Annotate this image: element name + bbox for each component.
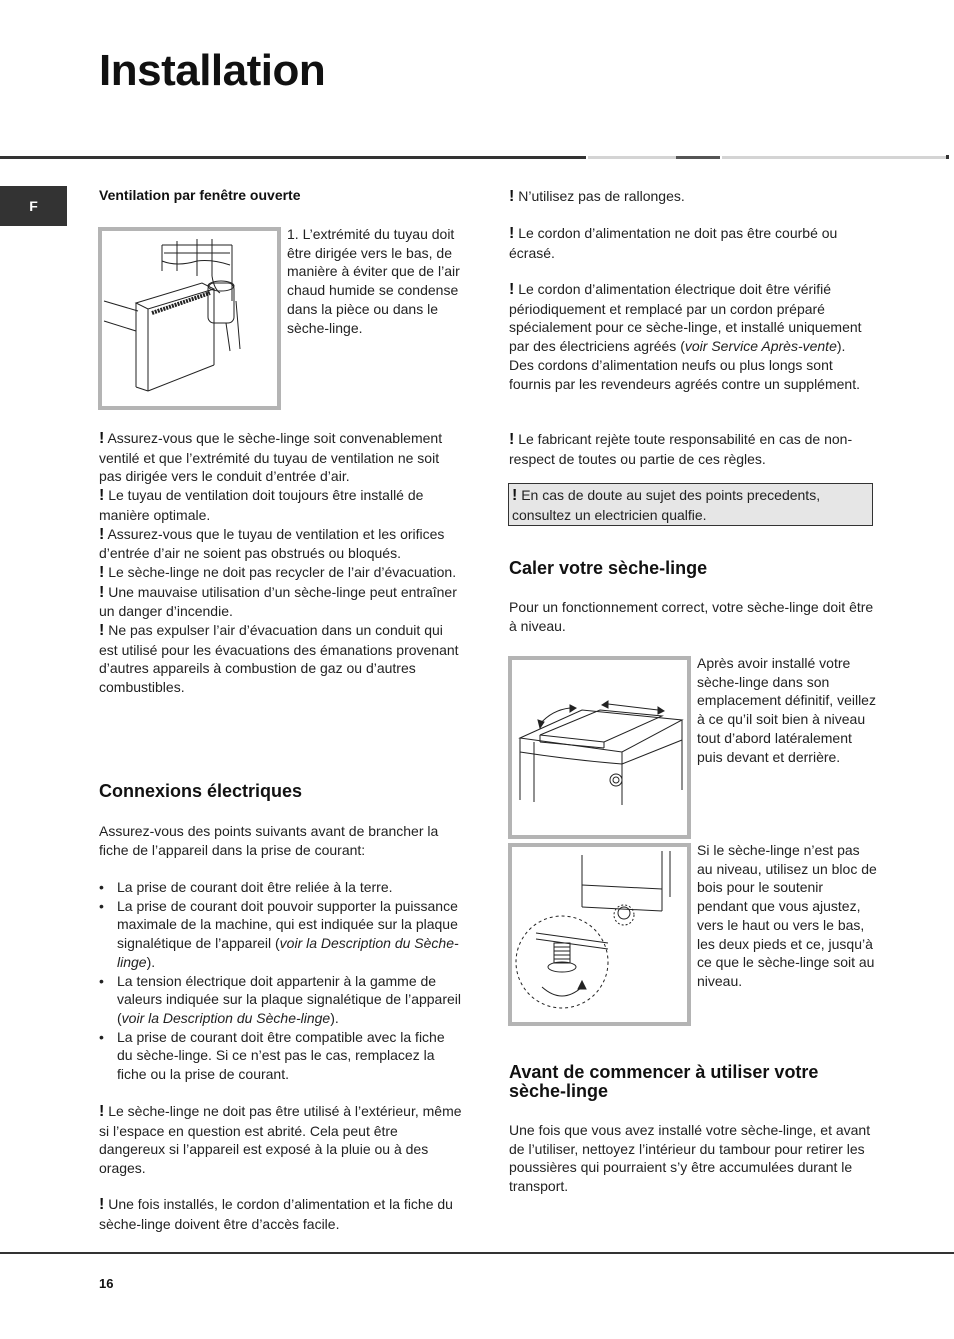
warning-mark: ! bbox=[509, 225, 515, 242]
warning-mark: ! bbox=[99, 525, 105, 543]
header-rule bbox=[0, 156, 586, 159]
warning-mark: ! bbox=[99, 487, 105, 505]
adjustable-foot-illustration bbox=[512, 847, 687, 1022]
electrical-intro: Assurez-vous des points suivants avant de brancher la fiche de l’appareil dans la prise de courant: bbox=[99, 823, 439, 858]
warning-item: ! Assurez-vous que le tuyau de ventilation et les orifices d’entrée d’air ne soient pas obstrués ou bloqués. bbox=[99, 525, 445, 562]
ventilation-warnings bbox=[99, 429, 464, 697]
page-number: 16 bbox=[99, 1276, 114, 1291]
dryer-window-vent-illustration bbox=[102, 231, 277, 406]
electrical-bullets bbox=[99, 878, 464, 1084]
warning-item: ! Le sèche-linge ne doit pas recycler de l’air d’évacuation. bbox=[99, 563, 457, 581]
ventilation-caption: 1. L’extrémité du tuyau doit être dirigée vers le bas, de manière à éviter que de l’air chaud humide se condense dans la pièce ou dans le sèche-linge. bbox=[287, 226, 460, 336]
warning-item: ! Une mauvaise utilisation d’un sèche-linge peut entraîner un danger d’incendie. bbox=[99, 583, 457, 620]
header-rule-segment bbox=[676, 156, 720, 159]
cross-reference: voir Service Après-vente bbox=[684, 338, 837, 355]
warning-mark: ! bbox=[509, 188, 515, 205]
electrical-heading: Connexions électriques bbox=[99, 781, 303, 801]
warning-mark: ! bbox=[99, 583, 105, 601]
leveling-figure-top bbox=[508, 656, 691, 839]
page-title: Installation bbox=[99, 46, 326, 95]
footer-rule bbox=[0, 1252, 954, 1254]
language-tab: F bbox=[0, 186, 67, 226]
warning-item: ! Le tuyau de ventilation doit toujours être installé de manière optimale. bbox=[99, 487, 424, 523]
header-rule-end bbox=[946, 155, 949, 159]
warning-mark: ! bbox=[99, 1103, 105, 1120]
warning-item: ! Ne pas expulser l’air d’évacuation dans un conduit qui est utilisé pour les évacuations des émanations provenant d’autres appareils à combustion de gaz ou d’autres combustibles. bbox=[99, 622, 459, 696]
list-item: • La prise de courant doit être compatible avec la fiche du sèche-linge. Si ce n’est pas le cas, remplacez la fiche ou la prise de courant. bbox=[99, 1028, 445, 1083]
leveling-intro: Pour un fonctionnement correct, votre sèche-linge doit être à niveau. bbox=[509, 599, 874, 634]
leveling-figure-bottom bbox=[508, 843, 691, 1026]
cross-reference: voir la Description du Sèche-linge bbox=[121, 1009, 331, 1026]
warning-mark: ! bbox=[509, 281, 515, 298]
list-item: • La tension électrique doit appartenir à la gamme de valeurs indiquée sur la plaque signalétique de l’appareil (voir la Description du Sèche-linge). bbox=[99, 972, 462, 1026]
warning-mark: ! bbox=[512, 487, 518, 504]
cross-reference: voir la Description du Sèche-linge bbox=[117, 935, 459, 970]
leveling-heading: Caler votre sèche-linge bbox=[509, 558, 708, 578]
ventilation-figure bbox=[98, 227, 281, 410]
warning-item: ! Le fabricant rejète toute responsabilité en cas de non-respect de toutes ou partie de ces règles. bbox=[509, 431, 853, 467]
warning-item: ! Le cordon d’alimentation électrique doit être vérifié périodiquement et remplacé par un cordon préparé spécialement pour ce sèche-linge, et installé uniquement par des électriciens agréés (voir Service Après-vente). Des cordons d’alimentation neufs ou plus longs sont fournis par les revendeurs agréés contre un supplément. bbox=[509, 281, 862, 392]
header-rule-segment bbox=[722, 156, 946, 159]
warning-mark: ! bbox=[99, 430, 105, 447]
before-use-heading: Avant de commencer à utiliser votre sèche-linge bbox=[509, 1062, 819, 1101]
warning-mark: ! bbox=[99, 563, 105, 581]
warning-mark: ! bbox=[509, 431, 515, 448]
warning-mark: ! bbox=[99, 622, 105, 640]
warning-item: ! N’utilisez pas de rallonges. bbox=[509, 188, 685, 205]
leveling-caption-2: Si le sèche-linge n’est pas au niveau, utilisez un bloc de bois pour le soutenir pendant que vous ajustez, vers le haut ou vers le bas, les deux pieds et ce, jusqu’à ce que le sèche-linge soit au niveau. bbox=[697, 842, 877, 989]
header-rule-segment bbox=[588, 156, 676, 159]
list-item: • La prise de courant doit pouvoir supporter la puissance maximale de la machine, qui est indiquée sur la plaque signalétique de l’appareil (voir la Description du Sèche-linge). bbox=[99, 897, 459, 970]
access-warning: ! Une fois installés, le cordon d’alimentation et la fiche du sèche-linge doivent être d’accès facile. bbox=[99, 1196, 453, 1232]
dryer-level-top-illustration bbox=[512, 660, 687, 835]
before-use-text: Une fois que vous avez installé votre sèche-linge, et avant de l’utiliser, nettoyez l’intérieur du tambour pour retirer les poussières qui pourraient s’y être accumulées durant le transport. bbox=[509, 1122, 871, 1195]
warning-mark: ! bbox=[99, 1196, 105, 1213]
note-box: ! En cas de doute au sujet des points precedents, consultez un electricien qualfie. bbox=[508, 483, 873, 526]
leveling-caption-1: Après avoir installé votre sèche-linge dans son emplacement définitif, veillez à ce qu’il soit bien à niveau tout d’abord latéralement puis devant et derrière. bbox=[697, 655, 876, 765]
warning-item: ! Assurez-vous que le sèche-linge soit convenablement ventilé et que l’extrémité du tuyau de ventilation ne soit pas dirigée vers le conduit d’entrée d’air. bbox=[99, 430, 443, 485]
outdoor-warning: ! Le sèche-linge ne doit pas être utilisé à l’extérieur, même si l’espace en question est abrité. Cela peut être dangereux si l’appareil est exposé à la pluie ou à des orages. bbox=[99, 1103, 462, 1177]
list-item: • La prise de courant doit être reliée à la terre. bbox=[99, 879, 393, 895]
ventilation-heading: Ventilation par fenêtre ouverte bbox=[99, 187, 301, 203]
warning-item: ! Le cordon d’alimentation ne doit pas être courbé ou écrasé. bbox=[509, 225, 838, 261]
